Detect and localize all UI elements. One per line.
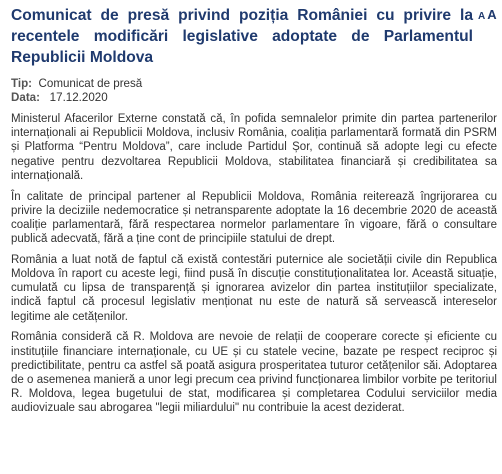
- increase-font-button[interactable]: A: [487, 7, 497, 22]
- meta-type-value: Comunicat de presă: [38, 77, 143, 90]
- meta-type-row: [11, 77, 491, 91]
- article-body: [11, 112, 497, 422]
- article-paragraph: Ministerul Afacerilor Externe constată că, în pofida semnalelor primite din partea partenerilor internaționali ai Republicii Moldova, inclusiv România, coaliția parlamentară formată din PSRM și Platforma “Pentru Moldova”, care include Partidul Șor, continuă să adopte legi cu efecte negative pentru dezvoltarea Republicii Moldova, stabilitatea financiară și credibilitatea sa internațională.: [11, 113, 497, 182]
- font-size-controls: [478, 6, 497, 24]
- decrease-font-button[interactable]: A: [478, 11, 486, 22]
- article-paragraph: În calitate de principal partener al Republicii Moldova, România reiterează îngrijorarea cu privire la deciziile nedemocratice și netransparente adoptate la 16 decembrie 2020 de această coaliție parlamentară, fără respectarea normelor parlamentare în vigoare, fără o consultare publică adecvată, fără a ține cont de principiile statului de drept.: [11, 190, 497, 246]
- article-meta: [11, 77, 491, 105]
- meta-date-row: [11, 91, 491, 105]
- page-title: Comunicat de presă privind poziția României cu privire la recentele modificări legislative adoptate de Parlamentul Republicii Moldova: [11, 7, 473, 66]
- meta-date-value: 17.12.2020: [49, 91, 108, 104]
- meta-date-label: Data:: [11, 91, 40, 104]
- article-paragraph: România a luat notă de faptul că există contestări puternice ale societății civile din Republica Moldova în raport cu aceste legi, fiind pusă în discuție constituționalitatea lor. Această situație, cumulată cu lipsa de transparență și ignorarea avizelor din partea instituțiilor specializate, indică faptul că procesul legislativ menționat nu este de natură să servească intereselor legitime ale cetățenilor.: [11, 253, 497, 323]
- meta-type-label: Tip:: [11, 77, 33, 90]
- article-paragraph: România consideră că R. Moldova are nevoie de relații de cooperare corecte și eficiente cu instituțiile financiare internaționale, cu UE și cu statele vecine, bazate pe respect reciproc și predictibilitate, pentru ca astfel să poată asigura prosperitatea tuturor cetățenilor săi. Adoptarea de o asemenea manieră a unor legi precum cea privind funcționarea limbilor vorbite pe teritoriul R. Moldova, legea bugetului de stat, modificarea și completarea Codului serviciilor media audiovizuale sau abrogarea "legii miliardului" nu contribuie la acest deziderat.: [11, 331, 497, 415]
